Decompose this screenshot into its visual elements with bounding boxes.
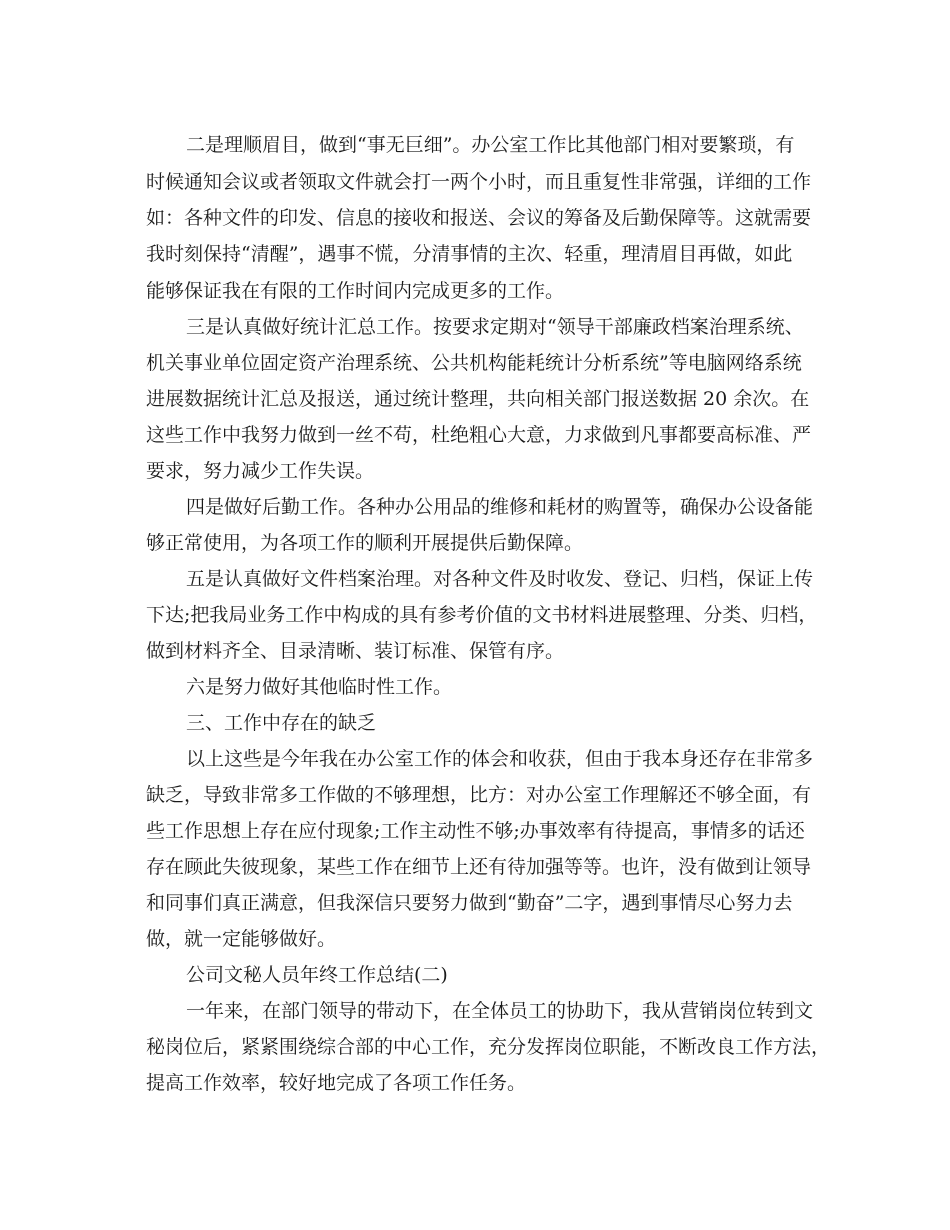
paragraph-line: 五是认真做好文件档案治理。对各种文件及时收发、登记、归档，保证上传 (186, 568, 814, 590)
paragraph-line: 四是做好后勤工作。各种办公用品的维修和耗材的购置等，确保办公设备能 (186, 496, 814, 518)
paragraph-line: 二是理顺眉目，做到“事无巨细”。办公室工作比其他部门相对要繁琐，有 (186, 134, 795, 156)
paragraph-line: 和同事们真正满意，但我深信只要努力做到“勤奋”二字，遇到事情尽心努力去 (146, 892, 793, 914)
paragraph-line: 三是认真做好统计汇总工作。按要求定期对“领导干部廉政档案治理系统、 (186, 316, 804, 338)
paragraph-line: 要求，努力减少工作失误。 (146, 460, 375, 482)
paragraph-line: 做到材料齐全、目录清晰、装订标准、保管有序。 (146, 640, 565, 662)
paragraph-line: 下达;把我局业务工作中构成的具有参考价值的文书材料进展整理、分类、归档， (146, 604, 818, 626)
paragraph-line: 进展数据统计汇总及报送，通过统计整理，共向相关部门报送数据 20 余次。在 (146, 388, 810, 410)
paragraph-line: 以上这些是今年我在办公室工作的体会和收获，但由于我本身还存在非常多 (186, 748, 814, 770)
paragraph-line: 六是努力做好其他临时性工作。 (186, 676, 453, 698)
paragraph-line: 存在顾此失彼现象，某些工作在细节上还有待加强等等。也许，没有做到让领导 (146, 856, 812, 878)
paragraph-line: 提高工作效率，较好地完成了各项工作任务。 (146, 1072, 527, 1094)
paragraph-line: 些工作思想上存在应付现象;工作主动性不够;办事效率有待提高，事情多的话还 (146, 820, 805, 842)
paragraph-line: 一年来，在部门领导的带动下，在全体员工的协助下，我从营销岗位转到文 (186, 1000, 814, 1022)
paragraph-line: 够正常使用，为各项工作的顺利开展提供后勤保障。 (146, 532, 584, 554)
paragraph-line: 时候通知会议或者领取文件就会打一两个小时，而且重复性非常强，详细的工作 (146, 171, 812, 193)
paragraph-line: 我时刻保持“清醒”，遇事不慌，分清事情的主次、轻重，理清眉目再做，如此 (146, 243, 793, 265)
section-heading: 三、工作中存在的缺乏 (186, 712, 377, 734)
paragraph-line: 机关事业单位固定资产治理系统、公共机构能耗统计分析系统”等电脑网络系统 (146, 352, 802, 374)
paragraph-line: 这些工作中我努力做到一丝不苟，杜绝粗心大意，力求做到凡事都要高标准、严 (146, 424, 812, 446)
paragraph-line: 如：各种文件的印发、信息的接收和报送、会议的筹备及后勤保障等。这就需要 (146, 207, 812, 229)
paragraph-line: 做，就一定能够做好。 (146, 928, 337, 950)
paragraph-line: 能够保证我在有限的工作时间内完成更多的工作。 (146, 280, 565, 302)
paragraph-line: 缺乏，导致非常多工作做的不够理想，比方：对办公室工作理解还不够全面，有 (146, 784, 812, 806)
paragraph-line: 秘岗位后，紧紧围绕综合部的中心工作，充分发挥岗位职能，不断改良工作方法， (146, 1036, 831, 1058)
section-title: 公司文秘人员年终工作总结(二) (186, 964, 448, 986)
